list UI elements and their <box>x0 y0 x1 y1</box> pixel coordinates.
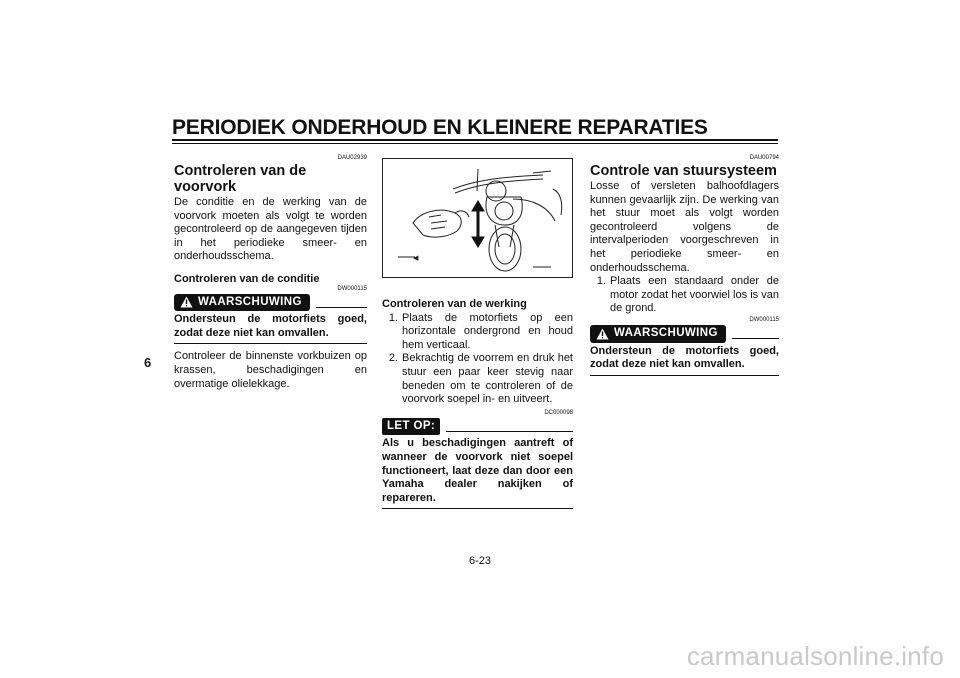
warning-label: WAARSCHUWING <box>198 295 302 308</box>
warning-line <box>732 338 779 339</box>
warning-text: Ondersteun de motorfiets goed, zodat deze niet kan omvallen. <box>590 345 779 376</box>
note-text: Als u beschadigingen aantreft of wanneer de voorvork niet soepel functioneert, laat deze dan door een Yamaha dealer nakijken of repareren. <box>382 437 573 509</box>
page-number: 6-23 <box>468 555 492 567</box>
chapter-tab: 6 <box>144 355 152 370</box>
watermark: carmanualsonline.info <box>686 641 944 671</box>
section-intro: Losse of versleten balhoofdlagers kunnen gevaarlijk zijn. De werking van het stuur moet als volgt worden gecontroleerd volgens de intervalperioden voorgeschreven in het periodieke smeer- en onderhoudsschema. <box>590 180 779 274</box>
section-title: Controle van stuursysteem <box>590 163 777 179</box>
left-column <box>174 154 367 391</box>
section-title: Controleren van de voorvork <box>174 163 307 195</box>
middle-column <box>382 158 573 509</box>
warning-badge <box>174 294 310 312</box>
front-fork-check-illustration <box>382 158 573 278</box>
step-number: 2. <box>388 352 398 365</box>
step-text: Plaats een standaard onder de motor zodat het voorwiel los is van de grond. <box>610 275 779 315</box>
warning-text: Ondersteun de motorfiets goed, zodat deze niet kan omvallen. <box>174 313 367 344</box>
page-header-title: PERIODIEK ONDERHOUD EN KLEINERE REPARATIES <box>172 116 708 139</box>
list-item <box>382 312 573 353</box>
warning-code: DW000115 <box>749 316 779 323</box>
warning-line <box>316 307 367 308</box>
warning-header <box>590 325 779 343</box>
note-code: DC000098 <box>544 409 573 416</box>
header-rule <box>172 139 778 141</box>
note-badge: LET OP: <box>382 418 440 436</box>
subheading-operation: Controleren van de werking <box>382 298 527 310</box>
condition-body: Controleer de binnenste vorkbuizen op krassen, beschadigingen en overmatige olielekkage. <box>174 350 367 390</box>
step-number: 1. <box>596 275 606 288</box>
warning-header <box>174 294 367 312</box>
warning-label: WAARSCHUWING <box>614 326 718 339</box>
warning-triangle-icon <box>180 296 193 308</box>
step-number: 1. <box>388 311 398 324</box>
svg-text:◀: ◀ <box>413 255 419 262</box>
step-text: Plaats de motorfiets op een horizontale ondergrond en houd hem verticaal. <box>402 311 573 351</box>
section-code: DAU02939 <box>337 155 367 161</box>
list-item <box>382 352 573 406</box>
header-rule-thin <box>172 143 778 144</box>
step-text: Bekrachtig de voorrem en druk het stuur een paar keer stevig naar beneden om te controleren of de voorvork soepel in- en uitveert. <box>402 352 573 406</box>
note-line <box>446 431 573 432</box>
section-code: DAU00794 <box>749 155 779 161</box>
right-column <box>590 154 779 376</box>
warning-triangle-icon <box>596 328 609 340</box>
list-item <box>590 275 779 316</box>
warning-badge <box>590 325 726 343</box>
warning-code: DW000115 <box>337 285 367 292</box>
motorcycle-front-illustration <box>383 159 572 277</box>
note-header <box>382 418 573 436</box>
section-intro: De conditie en de werking van de voorvork moeten als volgt te worden gecontroleerd op de aangegeven tijden in het periodieke smeer- en onderhoudsschema. <box>174 196 367 263</box>
subheading-condition: Controleren van de conditie <box>174 272 320 285</box>
